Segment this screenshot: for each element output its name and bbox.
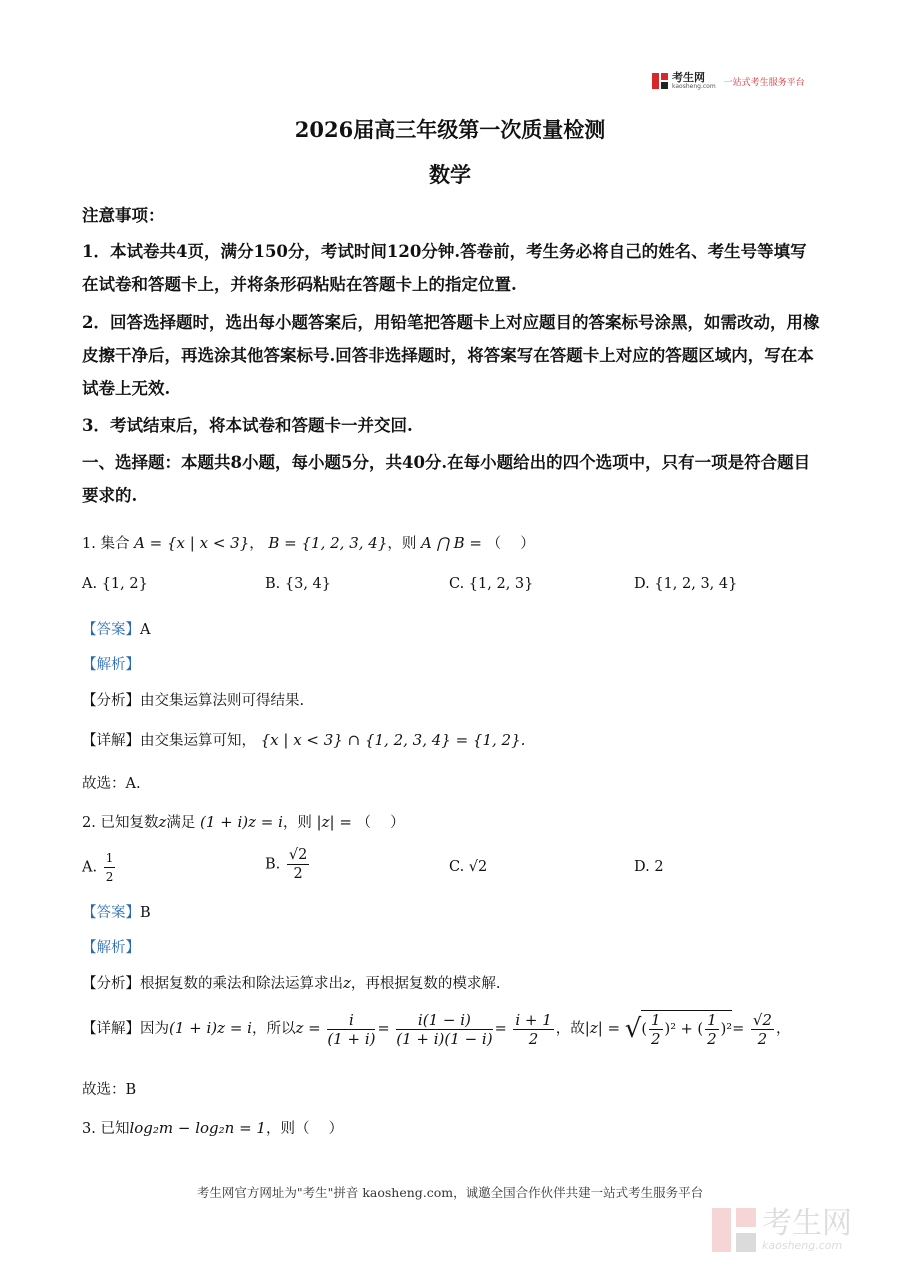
q2-choose: 故选：B bbox=[82, 1082, 137, 1098]
q2-condition: (1 + i)z = i bbox=[199, 813, 283, 831]
brand-url: kaosheng.com bbox=[672, 83, 716, 90]
q1-detail: 【详解】由交集运算可知， {x | x < 3} ∩ {1, 2, 3, 4} = {1, 2}. bbox=[82, 731, 526, 749]
page-title: 2026届高三年级第一次质量检测 bbox=[294, 117, 606, 142]
q2-option-a: A. $\frac{1}{2}$ bbox=[82, 851, 114, 884]
notice-item-1: 1．本试卷共4页，满分150分，考试时间120分钟.答卷前，考生务必将自己的姓名、考生号等填写在试卷和答题卡上，并将条形码粘贴在答题卡上的指定位置. bbox=[82, 242, 807, 294]
q1-choose: 故选：A. bbox=[82, 776, 141, 792]
brand-name: 考生网 bbox=[672, 71, 705, 84]
q1-option-d: D. {1, 2, 3, 4} bbox=[634, 576, 738, 592]
q2-option-c: C. √2 bbox=[449, 859, 488, 875]
watermark-name: 考生网 bbox=[762, 1206, 852, 1241]
q3-stem: 3. 已知log₂m − log₂n = 1，则（ ） bbox=[82, 1119, 344, 1137]
q1-option-a: A. {1, 2} bbox=[82, 576, 148, 592]
q1-stem: 1. 集合 A = {x | x < 3}， B = {1, 2, 3, 4}，则 A ⋂ B = （ ） bbox=[82, 534, 535, 552]
brand-logo bbox=[652, 72, 805, 90]
q1-answer: 【答案】A bbox=[82, 622, 151, 638]
notice-heading: 注意事项： bbox=[82, 206, 165, 225]
q1-option-b: B. {3, 4} bbox=[265, 576, 331, 592]
watermark bbox=[712, 1208, 852, 1252]
subject-title: 数学 bbox=[429, 162, 471, 187]
q1-analysis-label: 【解析】 bbox=[82, 657, 140, 673]
q1-fenxi: 【分析】由交集运算法则可得结果. bbox=[82, 693, 305, 709]
q2-answer: 【答案】B bbox=[82, 905, 151, 921]
q2-stem: 2. 已知复数z满足 (1 + i)z = i，则 |z| = （ ） bbox=[82, 813, 405, 831]
footer-text: 考生网官方网址为"考生"拼音 kaosheng.com，诚邀全国合作伙伴共建一站式考生服务平台 bbox=[196, 1185, 704, 1200]
section-heading: 一、选择题：本题共8小题，每小题5分，共40分.在每小题给出的四个选项中，只有一项是符合题目要求的. bbox=[82, 453, 811, 505]
q1-set-a: A = {x | x < 3} bbox=[134, 534, 250, 552]
q2-option-b: B. $\frac{√2}{2}$ bbox=[265, 847, 308, 882]
q2-fenxi: 【分析】根据复数的乘法和除法运算求出z，再根据复数的模求解. bbox=[82, 974, 501, 992]
q1-set-b: B = {1, 2, 3, 4} bbox=[268, 534, 388, 552]
q2-analysis-label: 【解析】 bbox=[82, 940, 140, 956]
watermark-url: kaosheng.com bbox=[762, 1239, 843, 1252]
q1-option-c: C. {1, 2, 3} bbox=[449, 576, 534, 592]
notice-item-2: 2．回答选择题时，选出每小题答案后，用铅笔把答题卡上对应题目的答案标号涂黑，如需改动，用橡皮擦干净后，再选涂其他答案标号.回答非选择题时，将答案写在答题卡上对应的答题区域内，写在本试卷上无效. bbox=[82, 313, 820, 398]
brand-slogan: 一站式考生服务平台 bbox=[723, 77, 805, 88]
q1-expr: A ⋂ B = bbox=[420, 534, 483, 552]
notice-item-3: 3．考试结束后，将本试卷和答题卡一并交回. bbox=[82, 416, 413, 435]
q2-option-d: D. 2 bbox=[634, 859, 664, 875]
watermark-logo-icon bbox=[712, 1208, 756, 1252]
q2-detail: 【详解】因为(1 + i)z = i，所以z = $\frac{i}{(1 + i)}$ = $\frac{i(1 - i)}{(1 + i)(1 - i)}$ = $\frac{i + 1}{2}$ ，故|z| = √( $\frac{1}{2}$ )² + ( $\frac{1}{2}$ )²= $\frac{√2}{2}$ ， bbox=[82, 1010, 791, 1048]
brand-logo-icon bbox=[652, 73, 668, 89]
